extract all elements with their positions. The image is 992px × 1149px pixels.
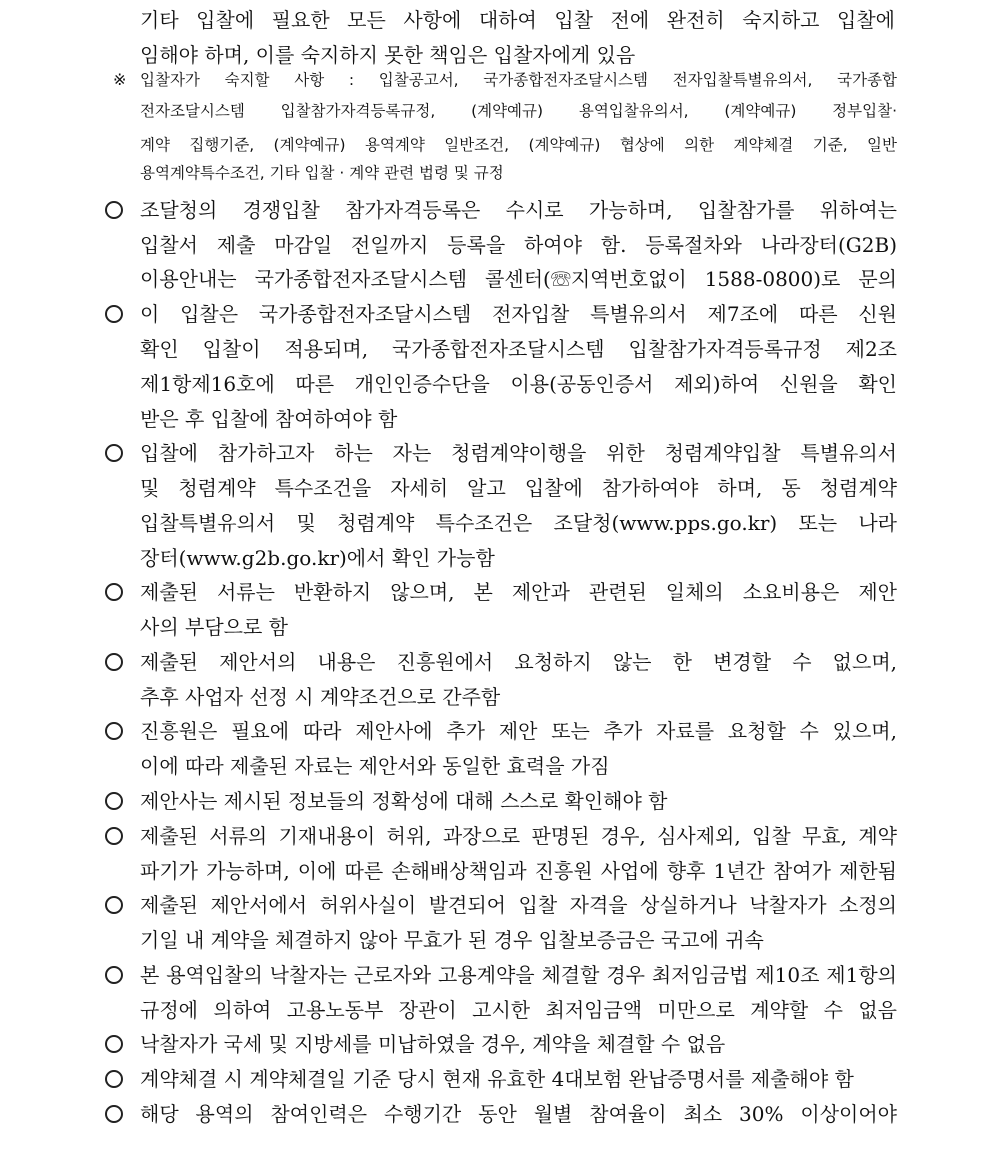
hollow-circle-bullet-icon: [105, 1035, 123, 1053]
list-item-line: 파기가 가능하며, 이에 따른 손해배상책임과 진흥원 사업에 향후 1년간 참여가 제한됨: [140, 859, 897, 883]
hollow-circle-bullet-icon: [105, 896, 123, 914]
list-item-line: 낙찰자가 국세 및 지방세를 미납하였을 경우, 계약을 체결할 수 없음: [140, 1032, 726, 1056]
list-item-line: 이용안내는 국가종합전자조달시스템 콜센터(☏지역번호없이 1588-0800)로 문의: [140, 267, 897, 291]
hollow-circle-bullet-icon: [105, 583, 123, 601]
list-item-line: 조달청의 경쟁입찰 참가자격등록은 수시로 가능하며, 입찰참가를 위하여는: [140, 198, 897, 222]
list-item-line: 제출된 서류는 반환하지 않으며, 본 제안과 관련된 일체의 소요비용은 제안: [140, 580, 897, 604]
list-item-line: 규정에 의하여 고용노동부 장관이 고시한 최저임금액 미만으로 계약할 수 없음: [140, 998, 897, 1022]
note-line: 전자조달시스템 입찰참가자격등록규정, (계약예규) 용역입찰유의서, (계약예규) 정부입찰·: [140, 102, 897, 120]
note-line: 입찰자가 숙지할 사항 : 입찰공고서, 국가종합전자조달시스템 전자입찰특별유의서, 국가종합: [140, 71, 897, 89]
list-item-line: 기일 내 계약을 체결하지 않아 무효가 된 경우 입찰보증금은 국고에 귀속: [140, 928, 764, 952]
list-item-line: 입찰특별유의서 및 청렴계약 특수조건은 조달청(www.pps.go.kr) 또는 나라: [140, 511, 897, 535]
list-item-line: 이에 따라 제출된 자료는 제안서와 동일한 효력을 가짐: [140, 754, 610, 778]
list-item-line: 확인 입찰이 적용되며, 국가종합전자조달시스템 입찰참가자격등록규정 제2조: [140, 337, 897, 361]
list-item-line: 진흥원은 필요에 따라 제안사에 추가 제안 또는 추가 자료를 요청할 수 있으며,: [140, 719, 897, 743]
list-item-line: 및 청렴계약 특수조건을 자세히 알고 입찰에 참가하여야 하며, 동 청렴계약: [140, 476, 897, 500]
hollow-circle-bullet-icon: [105, 722, 123, 740]
list-item-line: 이 입찰은 국가종합전자조달시스템 전자입찰 특별유의서 제7조에 따른 신원: [140, 302, 897, 326]
hollow-circle-bullet-icon: [105, 444, 123, 462]
hollow-circle-bullet-icon: [105, 305, 123, 323]
hollow-circle-bullet-icon: [105, 966, 123, 984]
hollow-circle-bullet-icon: [105, 1070, 123, 1088]
note-line: 용역계약특수조건, 기타 입찰 · 계약 관련 법령 및 규정: [140, 164, 504, 182]
list-item-line: 계약체결 시 계약체결일 기준 당시 현재 유효한 4대보험 완납증명서를 제출해야 함: [140, 1067, 854, 1091]
list-item-line: 제안사는 제시된 정보들의 정확성에 대해 스스로 확인해야 함: [140, 789, 668, 813]
list-item-line: 추후 사업자 선정 시 계약조건으로 간주함: [140, 685, 501, 709]
list-item-line: 입찰에 참가하고자 하는 자는 청렴계약이행을 위한 청렴계약입찰 특별유의서: [140, 441, 897, 465]
hollow-circle-bullet-icon: [105, 792, 123, 810]
hollow-circle-bullet-icon: [105, 653, 123, 671]
list-item-line: 입찰서 제출 마감일 전일까지 등록을 하여야 함. 등록절차와 나라장터(G2B): [140, 233, 897, 257]
list-item-line: 해당 용역의 참여인력은 수행기간 동안 월별 참여율이 최소 30% 이상이어야: [140, 1102, 897, 1126]
list-item-line: 제1항제16호에 따른 개인인증수단을 이용(공동인증서 제외)하여 신원을 확인: [140, 372, 897, 396]
list-item-line: 제출된 서류의 기재내용이 허위, 과장으로 판명된 경우, 심사제외, 입찰 무효, 계약: [140, 824, 897, 848]
list-item-line: 제출된 제안서에서 허위사실이 발견되어 입찰 자격을 상실하거나 낙찰자가 소정의: [140, 893, 897, 917]
hollow-circle-bullet-icon: [105, 827, 123, 845]
list-item-line: 받은 후 입찰에 참여하여야 함: [140, 407, 398, 431]
continuation-line: 기타 입찰에 필요한 모든 사항에 대하여 입찰 전에 완전히 숙지하고 입찰에: [140, 8, 895, 32]
note-line: 계약 집행기준, (계약예규) 용역계약 일반조건, (계약예규) 협상에 의한 계약체결 기준, 일반: [140, 136, 897, 154]
hollow-circle-bullet-icon: [105, 201, 123, 219]
list-item-line: 사의 부담으로 함: [140, 615, 288, 639]
list-item-line: 제출된 제안서의 내용은 진흥원에서 요청하지 않는 한 변경할 수 없으며,: [140, 650, 897, 674]
hollow-circle-bullet-icon: [105, 1105, 123, 1123]
list-item-line: 장터(www.g2b.go.kr)에서 확인 가능함: [140, 546, 495, 570]
list-item-line: 본 용역입찰의 낙찰자는 근로자와 고용계약을 체결할 경우 최저임금법 제10조 제1항의: [140, 963, 897, 987]
continuation-line: 임해야 하며, 이를 숙지하지 못한 책임은 입찰자에게 있음: [140, 43, 636, 67]
reference-mark: ※: [113, 70, 127, 89]
